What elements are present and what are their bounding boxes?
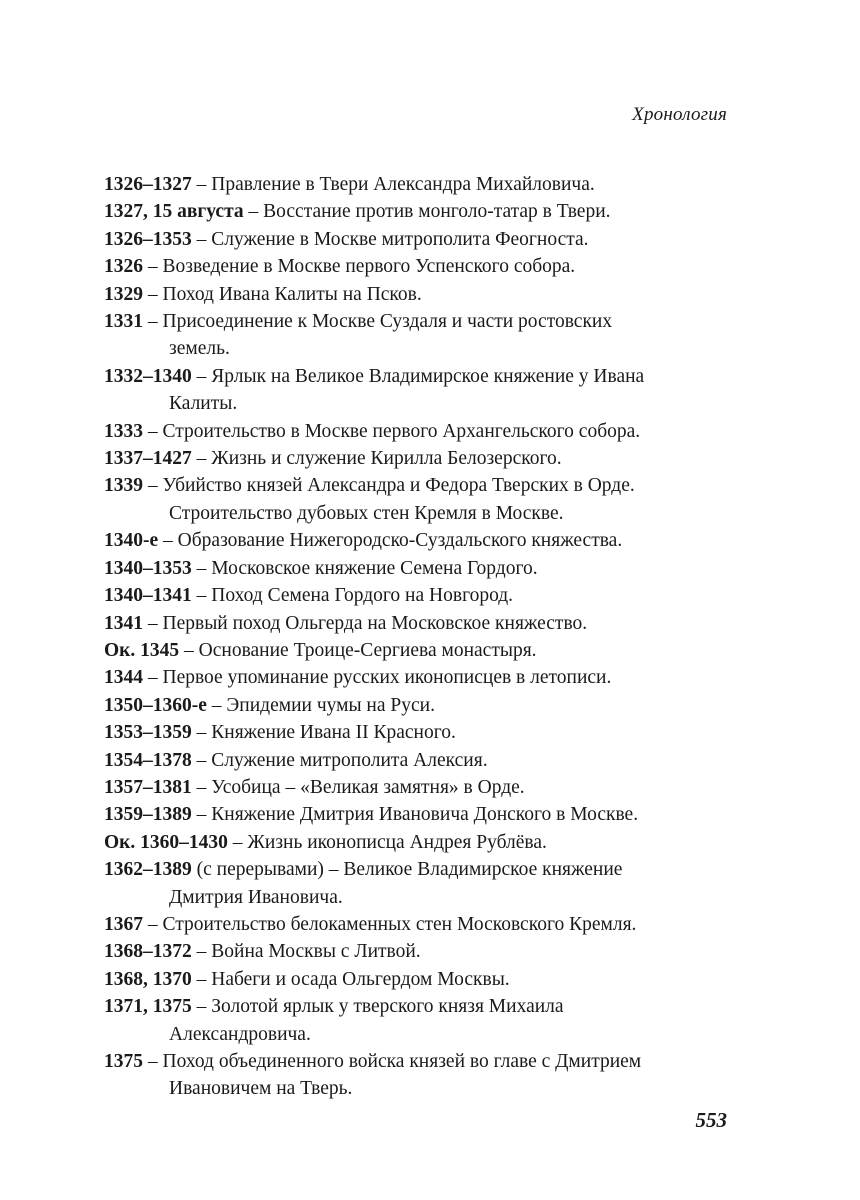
entry-date: 1367 — [104, 913, 143, 935]
entry-text: Первое упоминание русских иконописцев в летописи. — [162, 667, 612, 689]
entry-text-continuation: Александровича. — [169, 1023, 311, 1045]
entry-text-continuation: Ивановичем на Тверь. — [169, 1078, 353, 1100]
entry-text: Первый поход Ольгерда на Московское княжество. — [162, 612, 588, 634]
chronology-entry: 1337–1427 – Жизнь и служение Кирилла Белозерского. — [104, 448, 562, 470]
entry-text-continuation: Строительство дубовых стен Кремля в Москве. — [169, 502, 564, 524]
entry-text: Княжение Дмитрия Ивановича Донского в Москве. — [211, 804, 639, 826]
chronology-entry: 1332–1340 – Ярлык на Великое Владимирское княжение у Ивана Калиты. — [104, 363, 734, 418]
entry-date: 1337–1427 — [104, 448, 192, 470]
entry-text-continuation: Калиты. — [169, 393, 238, 415]
entry-text: Война Москвы с Литвой. — [211, 941, 421, 963]
chronology-entry: 1326 – Возведение в Москве первого Успенского собора. — [104, 256, 576, 278]
entry-text: Строительство белокаменных стен Московского Кремля. — [162, 913, 637, 935]
chronology-entry: 1350–1360-е – Эпидемии чумы на Руси. — [104, 694, 435, 716]
entry-date: 1357–1381 — [104, 776, 192, 798]
chronology-entry: 1327, 15 августа – Восстание против монголо-татар в Твери. — [104, 201, 611, 223]
chronology-list — [104, 171, 734, 1103]
entry-text-continuation: Дмитрия Ивановича. — [169, 886, 343, 908]
running-head: Хронология — [632, 104, 727, 125]
chronology-entry: 1339 – Убийство князей Александра и Федора Тверских в Орде. Строительство дубовых стен Кремля в Москве. — [104, 472, 734, 527]
chronology-entry: 1329 – Поход Ивана Калиты на Псков. — [104, 283, 422, 305]
entry-date: Ок. 1345 — [104, 639, 180, 661]
entry-text: Набеги и осада Ольгердом Москвы. — [211, 968, 510, 990]
entry-text: Эпидемии чумы на Руси. — [226, 694, 435, 716]
entry-text: Московское княжение Семена Гордого. — [211, 557, 538, 579]
chronology-entry: 1371, 1375 – Золотой ярлык у тверского князя Михаила Александровича. — [104, 993, 734, 1048]
entry-text: Княжение Ивана II Красного. — [211, 722, 456, 744]
entry-text: Жизнь иконописца Андрея Рублёва. — [247, 831, 547, 853]
entry-text: Убийство князей Александра и Федора Тверских в Орде. — [162, 475, 635, 497]
entry-date: 1327, 15 августа — [104, 201, 244, 223]
entry-text: Поход Ивана Калиты на Псков. — [162, 283, 422, 305]
chronology-entry: Ок. 1345 – Основание Троице-Сергиева монастыря. — [104, 639, 537, 661]
entry-text: Служение в Москве митрополита Феогноста. — [211, 228, 589, 250]
chronology-entry: 1354–1378 – Служение митрополита Алексия. — [104, 749, 488, 771]
entry-date: 1368–1372 — [104, 941, 192, 963]
entry-date: 1350–1360-е — [104, 694, 207, 716]
chronology-entry: 1331 – Присоединение к Москве Суздаля и части ростовских земель. — [104, 308, 734, 363]
entry-date: 1333 — [104, 420, 143, 442]
entry-text: Возведение в Москве первого Успенского собора. — [162, 256, 576, 278]
entry-date: 1371, 1375 — [104, 996, 192, 1018]
entry-date: 1340-е — [104, 530, 159, 552]
entry-text: Золотой ярлык у тверского князя Михаила — [211, 996, 564, 1018]
entry-date: Ок. 1360–1430 — [104, 831, 228, 853]
entry-date: 1340–1353 — [104, 557, 192, 579]
entry-text: Жизнь и служение Кирилла Белозерского. — [211, 448, 562, 470]
chronology-entry: 1326–1353 – Служение в Москве митрополита Феогноста. — [104, 228, 589, 250]
entry-text: Основание Троице-Сергиева монастыря. — [198, 639, 537, 661]
chronology-entry: 1367 – Строительство белокаменных стен Московского Кремля. — [104, 913, 637, 935]
entry-date: 1332–1340 — [104, 365, 192, 387]
chronology-entry: 1333 – Строительство в Москве первого Архангельского собора. — [104, 420, 641, 442]
chronology-entry: 1359–1389 – Княжение Дмитрия Ивановича Донского в Москве. — [104, 804, 639, 826]
entry-text: Образование Нижегородско-Суздальского княжества. — [177, 530, 623, 552]
entry-text: Поход объединенного войска князей во главе с Дмитрием — [162, 1051, 642, 1072]
chronology-entry: 1357–1381 – Усобица – «Великая замятня» в Орде. — [104, 776, 525, 798]
entry-text: Правление в Твери Александра Михайловича. — [211, 174, 595, 195]
entry-date: 1359–1389 — [104, 804, 192, 826]
chronology-entry: 1340–1353 – Московское княжение Семена Гордого. — [104, 557, 538, 579]
chronology-entry: 1344 – Первое упоминание русских иконописцев в летописи. — [104, 667, 612, 689]
entry-text: Ярлык на Великое Владимирское княжение у Ивана — [211, 365, 645, 387]
chronology-entry: Ок. 1360–1430 – Жизнь иконописца Андрея Рублёва. — [104, 831, 547, 853]
entry-date: 1368, 1370 — [104, 968, 192, 990]
entry-date: 1326 — [104, 256, 143, 278]
entry-date: 1341 — [104, 612, 143, 634]
chronology-entry: 1340-е – Образование Нижегородско-Суздальского княжества. — [104, 530, 623, 552]
entry-text: Восстание против монголо-татар в Твери. — [263, 201, 611, 223]
entry-text: Великое Владимирское княжение — [343, 859, 623, 881]
entry-date: 1339 — [104, 475, 143, 497]
chronology-entry: 1326–1327 – Правление в Твери Александра Михайловича. — [104, 174, 595, 195]
chronology-entry: 1368–1372 – Война Москвы с Литвой. — [104, 941, 421, 963]
chronology-entry: 1341 – Первый поход Ольгерда на Московское княжество. — [104, 612, 588, 634]
entry-text: Поход Семена Гордого на Новгород. — [211, 585, 514, 607]
entry-date: 1354–1378 — [104, 749, 192, 771]
page-number: 553 — [695, 1108, 727, 1132]
entry-text: Присоединение к Москве Суздаля и части ростовских — [162, 311, 613, 333]
entry-date: 1353–1359 — [104, 722, 192, 744]
chronology-entry: 1368, 1370 – Набеги и осада Ольгердом Москвы. — [104, 968, 510, 990]
entry-date: 1326–1327 — [104, 174, 192, 195]
entry-date: 1375 — [104, 1051, 143, 1072]
chronology-entry: 1353–1359 – Княжение Ивана II Красного. — [104, 722, 456, 744]
entry-text: Строительство в Москве первого Архангельского собора. — [162, 420, 641, 442]
entry-date: 1329 — [104, 283, 143, 305]
entry-date: 1326–1353 — [104, 228, 192, 250]
entry-text: Усобица – «Великая замятня» в Орде. — [211, 776, 525, 798]
entry-date: 1344 — [104, 667, 143, 689]
entry-date: 1331 — [104, 311, 143, 333]
entry-date: 1362–1389 — [104, 859, 192, 881]
entry-date: 1340–1341 — [104, 585, 192, 607]
chronology-entry: 1362–1389 (с перерывами) – Великое Владимирское княжение Дмитрия Ивановича. — [104, 856, 734, 911]
chronology-entry: 1375 – Поход объединенного войска князей во главе с Дмитрием Ивановичем на Тверь. — [104, 1048, 734, 1103]
entry-date-note: (с перерывами) — [196, 859, 324, 881]
entry-text-continuation: земель. — [169, 338, 230, 360]
chronology-entry: 1340–1341 – Поход Семена Гордого на Новгород. — [104, 585, 514, 607]
entry-text: Служение митрополита Алексия. — [211, 749, 488, 771]
